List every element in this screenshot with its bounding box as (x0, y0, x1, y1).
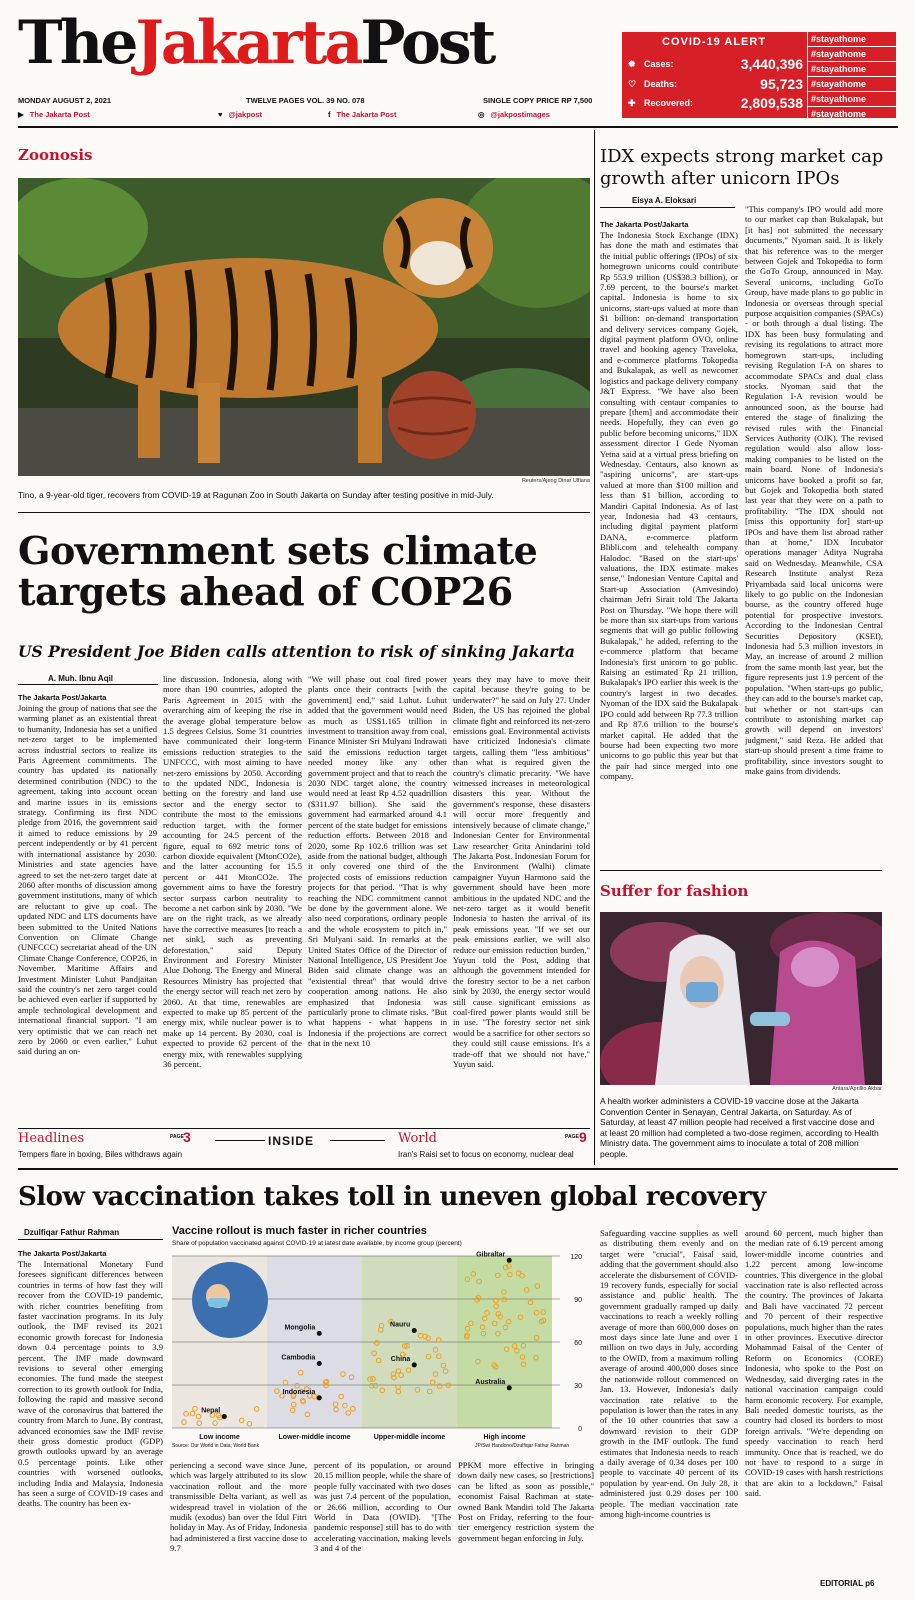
labeled-country-dot (222, 1414, 227, 1419)
y-tick-label: 60 (574, 1340, 582, 1347)
stayathome-tag: #stayathome (808, 32, 896, 47)
teaser-headlines-title[interactable]: Headlines (18, 1131, 85, 1146)
masthead-logo (18, 8, 593, 92)
footer-page: p6 (865, 1579, 875, 1588)
vaccine-column-4: PPKM more effective in bringing down daily new cases, so [restrictions] can be lifted as soon as possible," economist Faisal Rachman at state-owned Bank Mandiri told The Jakarta Post on Friday, referring to the four-tier emergency restriction system the government began enforcing in July. (458, 1460, 594, 1543)
stayathome-tag: #stayathome (808, 92, 896, 107)
twitter-icon: ♥ (218, 110, 223, 119)
deaths-label: Deaths: (644, 79, 678, 89)
youtube-icon: ▶ (18, 110, 24, 119)
vaccine-column-6: around 60 percent, much higher than the median rate of 6.19 percent among lower-middle income countries and 1.22 percent among low-income countries. This divergence in the global vaccination rate is also reflected across the country. The provinces of Jakarta and Bali have vaccinated 72 percent and 70 percent of their respective populations, much higher than the rates in other provinces. Executive director Mohammad Faisal of the Center of Reform on Economics (CORE) Indonesia, who spoke to the Post on Wednesday, said diverging rates in the national vaccination campaign could harm economic recovery. For example, Bali needed domestic tourists, as the country had closed its borders to most foreign arrivals. "We're depending on speedy vaccination to reach herd immunity. Once that is reached, we do not have to respond to a surge in COVID-19 cases with harsh restrictions that are akin to a lockdown," Faisal said. (745, 1228, 883, 1499)
footer-section: EDITORIAL (820, 1579, 863, 1588)
vaccine-headline: Slow vaccination takes toll in uneven global recovery (18, 1182, 766, 1212)
masthead-the: The (18, 8, 136, 78)
teaser-headlines-page: 3 (183, 1129, 191, 1145)
idx-dateline: The Jakarta Post/Jakarta (600, 220, 689, 229)
deaths-value: 95,723 (760, 76, 803, 92)
climate-column-1: Joining the group of nations that see the warming planet as an existential threat to humanity, Indonesia has set a unified net-zero target to be implemented across industrial sectors to realize its Paris Agreement commitments. The country has updated its nationally determined contribution (NDC) to the agreement, taking into account ocean and marine issues in its emissions strategy. Confirming its first NDC pledge from 2016, the government said it aimed to reduce emissions by 29 percent independently or by 41 percent with international assistance by 2030. Ministries and state agencies have agreed to set the net-zero target date at 2060 after months of discussion among government institutions, many of which are reluctant to give up coal. The updated NDC and LTS documents have been submitted to the United Nations Convention on Climate Change (UNFCCC) secretariat ahead of the UN Climate Change Conference, COP26, in November. Maritime Affairs and Investment Minister Luhut Pandjaitan said the country's net zero target could be achieved even earlier if supported by ample technological development and international financial support. "I am very optimistic that we can reach net zero by 2060 or even earlier," Luhut said during an on- (18, 703, 157, 1057)
inside-label: INSIDE (268, 1134, 315, 1148)
vaccination-illustration (192, 1262, 268, 1338)
x-tick-label: Lower-middle income (278, 1434, 351, 1441)
country-label: Nauru (390, 1321, 411, 1329)
x-tick-label: Low income (199, 1434, 240, 1441)
vaccine-column-3: percent of its population, or around 20.15 million people, while the share of people fully vaccinated with two doses was just 7.4 percent of the population, or 26.66 million, according to Our World in Data (OWID). "[The pandemic response] still has to do with accelerating vaccination, making levels 3 and 4 of the (314, 1460, 451, 1554)
teaser-world-page-word: PAGE (565, 1134, 579, 1140)
divider (18, 512, 590, 513)
teaser-world-page: 9 (579, 1129, 587, 1145)
x-tick-label: High income (483, 1434, 526, 1441)
divider (600, 870, 882, 871)
climate-column-2: line discussion. Indonesia, along with more than 190 countries, adopted the Paris Agreement in 2015 with the overarching aim of keeping the rise in the average global temperature below 1.5 degrees Celsius. Some 31 countries have communicated their long-term emissions reduction strategies to the UNFCCC, with most aiming to have net-zero emissions by 2050. According to the updated NDC, Indonesia is betting on the forestry and land use sector and the energy sector to contribute the most to the emissions reduction target, with the former accounting for 24.5 percent of the figure, equal to 692 metric tons of carbon dioxide equivalent (MtonCO2e), and the latter accounting for 15.5 percent or 441 MtonCO2e. The government aims to have the forestry sector surpass carbon neutrality to become a net carbon sink by 2030. "We are on the right track, as we already have the corrective measures [to reach a net sink], such as preventing deforestation," said Deputy Environment and Forestry Minister Alue Dohong. The Energy and Mineral Resources Ministry has projected that the energy sector will reach net zero by 2060. At that time, renewables are expected to make up 85 percent of the energy mix, while nuclear power is to make up 14 percent. By 2030, coal is expected to provide 62 percent of the energy mix, with renewables supplying 36 percent. (163, 674, 302, 1070)
social-link-facebook[interactable]: f The Jakarta Post (328, 110, 397, 119)
fashion-kicker: Suffer for fashion (600, 882, 749, 900)
teaser-world-title[interactable]: World (398, 1131, 437, 1146)
stayathome-box (808, 32, 896, 118)
idx-column-1: The Indonesia Stock Exchange (IDX) has done the math and estimates that the initial public offerings (IPOs) of six homegrown unicorns could contribute Rp 553.9 trillion (US$38.3 billion), or 7.69 percent, to the bourse's market capital. Indonesia is home to six unicorns, start-ups valued at more than $1 billion: on-demand transportation and delivery services company Gojek, digital payment platform OVO, online travel and booking agency Traveloka, and e-commerce platforms Tokopedia and Bukalapak, as well as newcomer logistics and package delivery company J&T Express. "We have also been consulting with centaur companies to prepare [them] and accommodate their needs. Hopefully, they can even go public before becoming unicorns," IDX assessment director I Gede Nyoman Yetna said at a virtual press briefing on Wednesday. Centaurs, also known as "aspiring unicorns", are start-ups valued at more than $100 million and less than $1 billion, according to Mandiri Capital Indonesia. As of last year, Indonesia had 43 centaurs, including digital payment platform DANA, e-commerce platform Blibli.com and telehealth company Halodoc. "Based on the start-ups' valuations, the IDX estimate makes sense," Indonesian Venture Capital and Start-up Association (Amvesindo) chairman Jefri Sirait told The Jakarta Post on Thursday. "We hope there will be more than six start-ups from various segments that will go public following Bukalapak," he added, referring to the e-commerce platform that became Indonesia's first unicorn to go public. Raising an estimated Rp 21 trillion, Bukalapak's IPO earlier this week is the country's largest in two decades. Nyoman of the IDX said the Bukalapak IPO could add between Rp 77.3 trillion and Rp 87.6 trillion to the bourse's market capital. He added that the bourse had been expecting two more unicorns to go public this year but that the pair had since merged into one company. (600, 230, 738, 782)
climate-headline-line-2: targets ahead of COP26 (18, 569, 513, 614)
climate-byline: A. Muh. Ibnu Aqil (48, 674, 114, 683)
climate-column-3: "We will phase out coal fired power plants once their contracts [with the government] end," said Luhut. Luhut added that the government would need as much as US$1.165 trillion in investment to transition away from coal. Finance Minister Sri Mulyani Indrawati said the emissions reduction target needed money like any other government project and that to reach the 2030 NDC target alone, the country would need at least Rp 4.52 quadrillion ($311.97 billion). She said the government had earmarked around 4.1 percent of the state budget for emissions reduction efforts. Between 2018 and 2020, some Rp 102.6 trillion was set aside from the national budget, although it only covered one third of the projected costs of emissions reduction projects for that period. "That is why reaching the NDC commitment cannot be done by the government alone. We also need corporations, ordinary people and the whole ecosystem to pitch in," Sri Mulyani said. In remarks at the United States Office of the Director of National Intelligence, US President Joe Biden said climate change was an "existential threat" that would drive cooperation among nations. He also emphasized that Indonesia was particularly prone to climate risks. "But what happens - what happens in Indonesia if the projections are correct that in the next 10 (308, 674, 447, 1049)
tiger-photo-caption: Tino, a 9-year-old tiger, recovers from COVID-19 at Ragunan Zoo in South Jakarta on Sunday after testing positive in mid-July. (18, 490, 494, 500)
divider (330, 1140, 385, 1141)
climate-dateline: The Jakarta Post/Jakarta (18, 693, 107, 702)
climate-subhead: US President Joe Biden calls attention to risk of sinking Jakarta (18, 642, 575, 661)
y-tick-label: 120 (570, 1254, 582, 1261)
x-tick-label: Upper-middle income (373, 1434, 446, 1441)
covid-alert-box (622, 32, 807, 118)
vaccine-column-5: Safeguarding vaccine supplies as well as distributing them evenly and on target were "crucial", Faisal said, adding that the government should also accelerate the disbursement of COVID-19 recovery funds, especially for social assistance and public health. The government gradually ramped up daily vaccinations to reach a weekly rolling average of more than 600,000 doses on most days since late June and over 1 million on two days in July, according to the OWID, from a maximum rolling average of around 400,000 doses since the nationwide rollout commenced on Jan. 13. However, Indonesia's daily vaccination rate relative to the population is lower than the rates in any of the 10 other countries that saw a downward revision to their GDP growth in the IMF outlook. The fund estimates that Indonesia needs to reach a daily average of 0.34 doses per 100 people to vaccinate 40 percent of its population by year-end. On July 28, it administered just 0.29 doses per 100 people. The median vaccination rate among high-income countries is (600, 1228, 738, 1519)
column-divider (594, 130, 595, 1165)
labeled-country-dot (507, 1258, 512, 1263)
issue-date: MONDAY AUGUST 2, 2021 (18, 96, 112, 105)
stayathome-tag: #stayathome (808, 77, 896, 92)
country-label: Australia (475, 1378, 506, 1386)
byline-rule (600, 207, 735, 208)
tiger-photo (18, 178, 590, 476)
chart-source: Source: Our World in Data; World Bank (172, 1443, 260, 1449)
cases-label: Cases: (644, 59, 674, 69)
country-label: Gibraltar (476, 1251, 506, 1259)
byline-rule (18, 684, 158, 685)
byline-rule (18, 1239, 163, 1240)
tiger-photo-credit: Reuters/Ajeng Dinar Ulfiana (521, 478, 590, 484)
chart-subtitle: Share of population vaccinated against COVID-19 at latest date available, by income group (percent) (172, 1240, 462, 1247)
heartbeat-icon: ♡ (628, 79, 637, 89)
teaser-world-text[interactable]: Iran's Raisi set to focus on economy, nuclear deal (398, 1150, 574, 1159)
vaccine-column-1: The International Monetary Fund foresees significant differences between countries in terms of how fast they will recover from the COVID-19 pandemic, with richer countries benefiting from faster vaccination programs. In its July outlook, the IMF revised its 2021 economic growth forecast for Indonesia down 0.4 percentage points to 3.9 percent. The IMF made downward revisions to several other emerging economies. The fund made the steepest correction to its growth outlook for India, following the rapid and massive second wave of the coronavirus that battered the country from March to June. By contrast, advanced economies saw the IMF revise their gross domestic product (GDP) growth outlooks upward by an average 0.5 percentage points. Like other countries with worsened outlooks, including India and Malaysia, Indonesia has seen a surge of COVID-19 cases and deaths. The country has been ex- (18, 1259, 163, 1509)
instagram-icon: ◎ (478, 110, 485, 119)
social-link-twitter[interactable]: ♥ @jakpost (218, 110, 263, 119)
y-tick-label: 90 (574, 1297, 582, 1304)
zoonosis-kicker: Zoonosis (18, 146, 93, 164)
climate-headline-line-1: Government sets climate (18, 528, 538, 573)
country-label: Indonesia (282, 1388, 316, 1396)
facebook-icon: f (328, 110, 331, 119)
chart-credit: JP/Swi Handono/Dzulfiqar Fathur Rahman (475, 1443, 570, 1449)
stayathome-tag: #stayathome (811, 109, 867, 119)
teaser-headlines-page-word: PAGE (170, 1134, 184, 1140)
vaccine-column-2: periencing a second wave since June, which was largely attributed to its slow vaccination rollout and the more transmissible Delta variant, as well as widespread travel in violation of the mudik (exodus) ban over the Idul Fitri holiday in May. As of Friday, Indonesia had administered a first vaccine dose to 9.7 (170, 1460, 307, 1554)
recovered-label: Recovered: (644, 98, 694, 108)
divider (215, 1140, 265, 1141)
idx-column-2: "This company's IPO would add more to our market cap than Bukalapak, but [it has] not submitted the necessary documents," Nyoman said. It is likely that his reference was to the merger between Gojek and Tokopedia to form the GoTo Group, announced in May. Several unicorns, including GoTo Group, have made plans to go public in Indonesia or overseas through special purpose acquisition companies (SPACs) - or both through a dual listing. The IDX has been busy formulating and revising its regulations to attract more homegrown start-ups, including revising Regulation I-A on shares to accommodate SPACs and dual class stocks. Nyoman said that the Regulation I-A revision would be announced soon, as the bourse had entered the stage of finalizing the revised rules with the Financial Services Authority (OJK). The revised regulation would also allow loss-making companies to be listed on the main board. None of Indonesia's unicorns have booked a profit so far, but Gojek and Tokopedia both stated last year that they were on a path to profitability. "The IDX should not [miss this opportunity for] start-up IPOs and have them list abroad rather than at home," IDX Incubator operations manager Aditya Nugraha said on Wednesday. Meanwhile, CSA Research Institute analyst Reza Priyambada said local unicorns were likely to go public on the Indonesian bourse, as the country offered huge potential for prospective investors. According to the Indonesian Central Securities Depository (KSEI), Indonesia had 5.3 million investors in May, an increase of around 2 million from the same month last year, but the figure represents just 1.9 percent of the population. "When start-ups go public, they can add to the bourse's market cap, but whether or not start-ups can contribute to astonishing market cap growth will depend on investors' judgment," said Reza. He added that start-up should present a time frame to profitability, since investors sought to make gains from dividends. (745, 204, 883, 776)
masthead-post: Post (360, 8, 494, 78)
labeled-country-dot (317, 1331, 322, 1336)
idx-headline: IDX expects strong market cap growth after unicorn IPOs (600, 146, 884, 189)
labeled-country-dot (412, 1362, 417, 1367)
labeled-country-dot (412, 1328, 417, 1333)
climate-headline (18, 530, 590, 612)
cases-value: 3,440,396 (740, 56, 803, 72)
y-tick-label: 0 (578, 1426, 582, 1433)
social-link-youtube[interactable]: ▶ The Jakarta Post (18, 110, 90, 119)
vaccine-byline: Dzulfiqar Fathur Rahman (24, 1228, 120, 1237)
masthead-jakarta: Jakarta (135, 8, 361, 78)
country-label: Cambodia (281, 1354, 316, 1362)
section-rule (18, 1168, 898, 1170)
chart-svg (168, 1248, 594, 1453)
issue-price: SINGLE COPY PRICE RP 7,500 (483, 96, 593, 105)
covid-alert-title: COVID-19 ALERT (662, 36, 767, 48)
vaccination-photo (600, 912, 882, 1085)
page-footer (820, 1579, 874, 1588)
vaccine-scatter-chart (168, 1248, 594, 1453)
divider (18, 1128, 590, 1129)
vaccination-photo-caption: A health worker administers a COVID-19 vaccine dose at the Jakarta Convention Center in Senayan, Central Jakarta, on Saturday. As of Saturday, at least 47 million people had received a first vaccine dose and at least 20 million had completed a two-dose regimen, according to Health Ministry data. The government aims to inoculate a total of 208 million people. (600, 1096, 879, 1159)
social-link-instagram[interactable]: ◎ @jakpostimages (478, 110, 550, 119)
stayathome-tag: #stayathome (808, 62, 896, 77)
stayathome-tag: #stayathome (808, 47, 896, 62)
recovered-icon: ✚ (628, 98, 636, 108)
climate-column-4: years they may have to move their capital because they're going to be underwater?" he said on July 27. Under Biden, the US has rejoined the global climate fight and reinforced its net-zero emissions goal. Environmental activists have criticized Indonesia's climate targets, calling them "less ambitious" than what is required given the country's climatic precarity. "We have witnessed increases in meteorological disasters this year. Without the government's response, these disasters will occur more frequently and intensively because of climate change," Indonesian Center for Environmental Law researcher Grita Anindarini told The Jakarta Post. Indonesian Forum for the Environment (Walhi) climate campaigner Yuyun Harmono said the government should have been more ambitious in the updated NDC and the net-zero target as it would benefit Indonesia to hasten the arrival of its peak emissions year. "If we set our peak emissions earlier, we will also reduce our emission reduction burden," Yuyun told the Post, adding that although the government intended for the forestry sector to be a net carbon sink by 2030, the energy sector would still cause significant emissions as coal-fired power plants would still be in use. "The forestry sector net sink would be a sacrifice for other sectors so they could still cause emissions. It's a trade-off that we should not have," Yuyun said. (453, 674, 590, 1070)
country-label: Mongolia (284, 1324, 316, 1332)
vaccine-dateline: The Jakarta Post/Jakarta (18, 1249, 107, 1258)
country-label: China (390, 1355, 411, 1363)
labeled-country-dot (507, 1385, 512, 1390)
teaser-headlines-text[interactable]: Tempers flare in boxing, Biles withdraws again (18, 1150, 183, 1159)
illustration-mask (208, 1298, 228, 1307)
recovered-value: 2,809,538 (740, 95, 803, 111)
y-tick-label: 30 (574, 1383, 582, 1390)
chart-title: Vaccine rollout is much faster in richer countries (172, 1225, 427, 1237)
country-label: Nepal (201, 1407, 221, 1415)
issue-pages: TWELVE PAGES VOL. 39 NO. 078 (246, 96, 365, 105)
masthead-rule (18, 126, 898, 128)
labeled-country-dot (317, 1361, 322, 1366)
labeled-country-dot (317, 1395, 322, 1400)
virus-icon: ✹ (628, 59, 636, 69)
idx-byline: Eisya A. Eloksari (632, 196, 697, 205)
vaccination-photo-credit: Antara/Aprillio Akbar (832, 1086, 882, 1092)
